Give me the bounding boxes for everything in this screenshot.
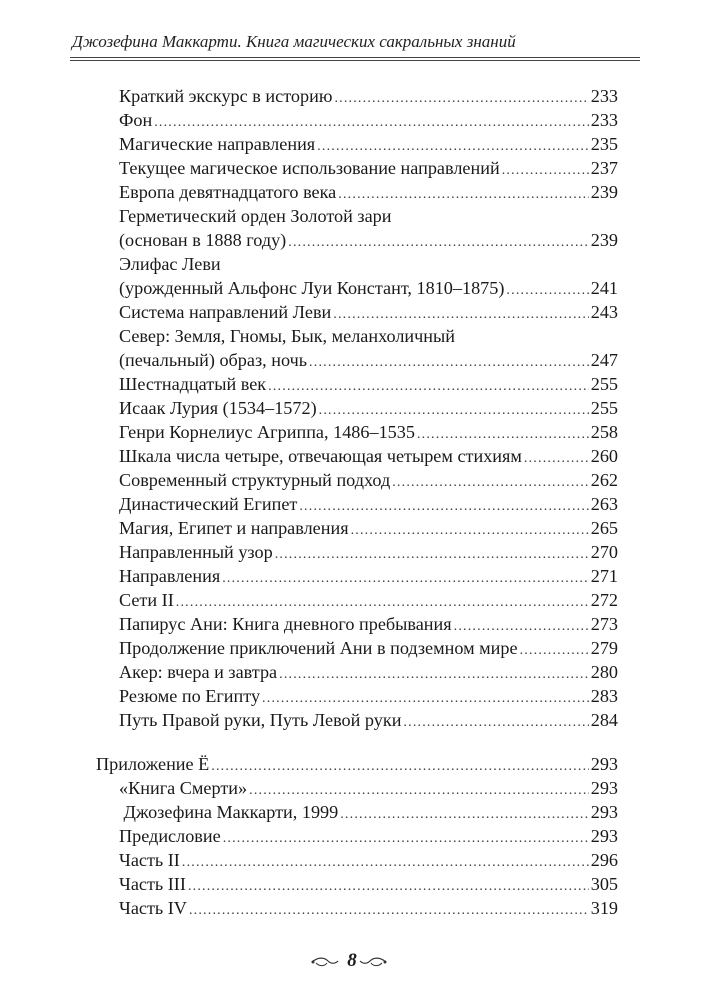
toc-entry-page: 239: [590, 182, 618, 202]
toc-entry-title-line1: Север: Земля, Гномы, Бык, меланхоличный: [119, 326, 455, 346]
toc-entry[interactable]: [119, 872, 618, 896]
toc-entry[interactable]: [119, 252, 618, 300]
toc-entry[interactable]: [119, 468, 618, 492]
toc-entry-page: 283: [590, 686, 618, 706]
toc-entry-title: Генри Корнелиус Агриппа, 1486–1535: [119, 422, 415, 442]
toc-entry-title: Предисловие: [119, 826, 221, 846]
toc-entry-page: 233: [590, 110, 618, 130]
toc-entry-page: 233: [590, 86, 618, 106]
toc-entry-title: Современный структурный подход: [119, 470, 391, 490]
toc-entry[interactable]: [119, 492, 618, 516]
toc-entry-page: 293: [590, 778, 618, 798]
toc-entry-page: 262: [590, 470, 618, 490]
flourish-right-icon: [358, 955, 388, 969]
toc-entry-title: Резюме по Египту: [119, 686, 261, 706]
toc-entry-title: Шестнадцатый век: [119, 374, 267, 394]
flourish-left-icon: [310, 955, 340, 969]
toc-entry-page: 272: [590, 590, 618, 610]
toc-entry-page: 319: [590, 898, 618, 918]
toc-entry[interactable]: [119, 564, 618, 588]
toc-entry[interactable]: [119, 896, 618, 920]
toc-entry-page: 255: [590, 374, 618, 394]
toc-entry-title: «Книга Смерти»: [119, 778, 248, 798]
header-rule: [70, 57, 640, 58]
toc-entry-title: Приложение Ё: [96, 754, 210, 774]
toc-entry[interactable]: [119, 612, 618, 636]
toc-entry-title-line1: Герметический орден Золотой зари: [119, 206, 392, 226]
toc-entry-page: 271: [590, 566, 618, 586]
toc-entry[interactable]: [119, 708, 618, 732]
toc-entry[interactable]: [119, 204, 618, 252]
toc-entry-title: Магические направления: [119, 134, 316, 154]
page-footer: [0, 950, 705, 978]
toc-entry-title: Часть IV: [119, 898, 187, 918]
toc-entry-title: Текущее магическое использование направлений: [119, 158, 500, 178]
toc-appendix-heading[interactable]: [96, 752, 618, 776]
toc-entry-title: Сети II: [119, 590, 174, 610]
toc-entry-page: 293: [590, 826, 618, 846]
toc-entry-page: 273: [590, 614, 618, 634]
toc-entry-title: Магия, Египет и направления: [119, 518, 349, 538]
dot-leader: [403, 711, 588, 735]
toc-entry[interactable]: [119, 588, 618, 612]
toc-entry-page: 237: [590, 158, 618, 178]
toc-entry[interactable]: [119, 372, 618, 396]
toc-entry[interactable]: [119, 84, 618, 108]
toc-entry-page: 265: [590, 518, 618, 538]
toc-entry-title: Путь Правой руки, Путь Левой руки: [119, 710, 402, 730]
toc-entry[interactable]: [119, 636, 618, 660]
toc-entry-title: Направления: [119, 566, 221, 586]
toc-entry[interactable]: [119, 776, 618, 800]
running-header-title: Джозефина Маккарти. Книга магических сакральных знаний: [72, 32, 516, 51]
page-number: 8: [347, 950, 357, 971]
toc-entry-page: 258: [590, 422, 618, 442]
toc-entry[interactable]: [119, 156, 618, 180]
toc-entry[interactable]: [119, 660, 618, 684]
toc-entry-page: 270: [590, 542, 618, 562]
toc-entry[interactable]: [119, 516, 618, 540]
dot-leader: [189, 899, 589, 923]
toc-entry[interactable]: [119, 824, 618, 848]
toc-entry-title: Продолжение приключений Ани в подземном мире: [119, 638, 518, 658]
toc-entry-page: 296: [590, 850, 618, 870]
toc-entry-page: 293: [590, 802, 618, 822]
toc-entry-page: 247: [590, 350, 618, 370]
toc-entry-page: 239: [590, 230, 618, 250]
toc-entry-title: Направленный узор: [119, 542, 273, 562]
toc-entry[interactable]: [119, 420, 618, 444]
toc-entry[interactable]: [119, 848, 618, 872]
toc-entry-page: 243: [590, 302, 618, 322]
toc-entry[interactable]: [119, 540, 618, 564]
toc-entry-title: Краткий экскурс в историю: [119, 86, 333, 106]
toc-entry[interactable]: [119, 684, 618, 708]
toc-entry[interactable]: [119, 324, 618, 372]
toc-entry[interactable]: [119, 396, 618, 420]
toc-entry-title: Акер: вчера и завтра: [119, 662, 278, 682]
toc-entry-title: Европа девятнадцатого века: [119, 182, 337, 202]
toc-entry-title: Джозефина Маккарти, 1999: [119, 802, 339, 822]
toc-entry-page: 260: [590, 446, 618, 466]
toc-entry-page: 235: [590, 134, 618, 154]
toc-entry-title: Система направлений Леви: [119, 302, 332, 322]
toc-entry-page: 279: [590, 638, 618, 658]
toc-entry-title: (печальный) образ, ночь: [119, 350, 308, 370]
toc-entry-title: (урожденный Альфонс Луи Констант, 1810–1875): [119, 278, 505, 298]
header-rule: [70, 60, 640, 61]
toc-entry-page: 293: [590, 754, 618, 774]
toc-entry-title-line1: Элифас Леви: [119, 254, 221, 274]
toc-entry-title: Династический Египет: [119, 494, 298, 514]
toc-entry-page: 241: [590, 278, 618, 298]
toc-entry-title: Часть III: [119, 874, 186, 894]
toc-entry-title: Фон: [119, 110, 153, 130]
toc-entry[interactable]: [119, 300, 618, 324]
toc-entry[interactable]: [119, 444, 618, 468]
toc-entry-title: Часть II: [119, 850, 180, 870]
toc-entry-title: Шкала числа четыре, отвечающая четырем стихиям: [119, 446, 522, 466]
toc-entry-title: Папирус Ани: Книга дневного пребывания: [119, 614, 452, 634]
toc-entry-page: 255: [590, 398, 618, 418]
toc-entry[interactable]: [119, 108, 618, 132]
toc-entry[interactable]: [119, 180, 618, 204]
toc-entry-page: 305: [590, 874, 618, 894]
toc-entry[interactable]: [119, 800, 618, 824]
toc-entry-page: 284: [590, 710, 618, 730]
toc-entry[interactable]: [119, 132, 618, 156]
toc-entry-title: Исаак Лурия (1534–1572): [119, 398, 317, 418]
toc-entry-title: (основан в 1888 году): [119, 230, 287, 250]
toc-entry-page: 280: [590, 662, 618, 682]
running-header: [70, 28, 640, 62]
toc-entry-page: 263: [590, 494, 618, 514]
